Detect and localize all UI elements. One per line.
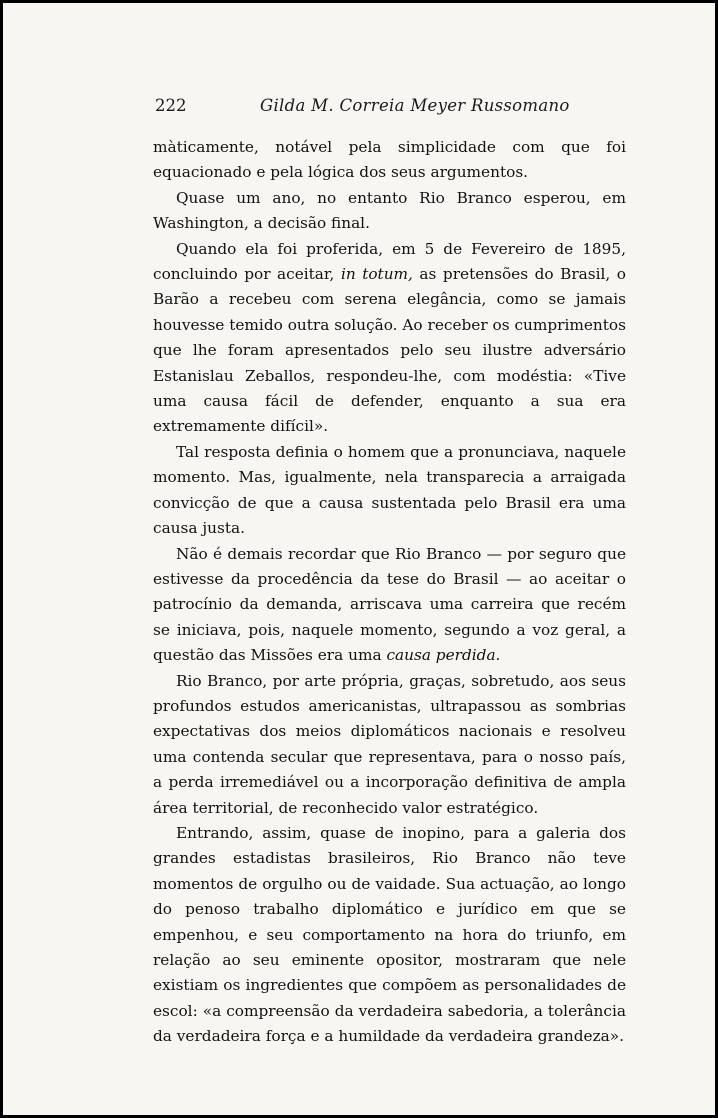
paragraph	[153, 186, 626, 237]
book-page	[3, 3, 715, 1115]
text-run: Quando ela foi proferida, em 5 de Fevereiro de 1895, concluindo por aceitar,	[153, 239, 626, 284]
running-title: Gilda M. Correia Meyer Russomano	[260, 96, 570, 115]
italic-text: causa perdida.	[386, 646, 501, 665]
page-number: 222	[155, 96, 187, 115]
paragraph	[153, 821, 626, 1050]
text-run: as pretensões do Brasil, o Barão a recebeu com serena elegância, como se jamais houvesse temido outra solução. Ao receber os cumprimentos que lhe foram apresentados pelo seu ilustre adversário Estanislau Zeballos, respondeu-lhe, com modéstia: «Tive uma causa fácil de defender, enquanto a sua era extremamente difícil».	[153, 265, 626, 436]
text-run: Rio Branco, por arte própria, graças, sobretudo, aos seus profundos estudos americanistas, ultrapassou as sombrias expectativas dos meios diplomáticos nacionais e resolveu uma contenda secular que representava, para o nosso país, a perda irremediável ou a incorporação definitiva de ampla área territorial, de reconhecido valor estratégico.	[153, 671, 626, 817]
body-text	[153, 135, 626, 1050]
paragraph	[153, 237, 626, 440]
paragraph	[153, 542, 626, 669]
paragraph	[153, 440, 626, 542]
text-run: Tal resposta definia o homem que a pronunciava, naquele momento. Mas, igualmente, nela transparecia a arraigada convicção de que a causa sustentada pelo Brasil era uma causa justa.	[153, 442, 626, 538]
italic-text: in totum,	[340, 265, 413, 284]
text-run: Entrando, assim, quase de inopino, para a galeria dos grandes estadistas brasileiros, Rio Branco não teve momentos de orgulho ou de vaidade. Sua actuação, ao longo do penoso trabalho diplomático e jurídico em que se empenhou, e seu comportamento na hora do triunfo, em relação ao seu eminente opositor, mostraram que nele existiam os ingredientes que compõem as personalidades de escol: «a compreensão da verdadeira sabedoria, a tolerância da verdadeira força e a humildade da verdadeira grandeza».	[153, 823, 626, 1046]
paragraph	[153, 669, 626, 821]
text-run: Quase um ano, no entanto Rio Branco esperou, em Washington, a decisão final.	[153, 188, 626, 233]
paragraph	[153, 135, 626, 186]
text-run: màticamente, notável pela simplicidade com que foi equacionado e pela lógica dos seus argumentos.	[153, 138, 626, 182]
text-run: Não é demais recordar que Rio Branco — por seguro que estivesse da procedência da tese do Brasil — ao aceitar o patrocínio da demanda, arriscava uma carreira que recém se iniciava, pois, naquele momento, segundo a voz geral, a questão das Missões era uma	[153, 544, 626, 665]
